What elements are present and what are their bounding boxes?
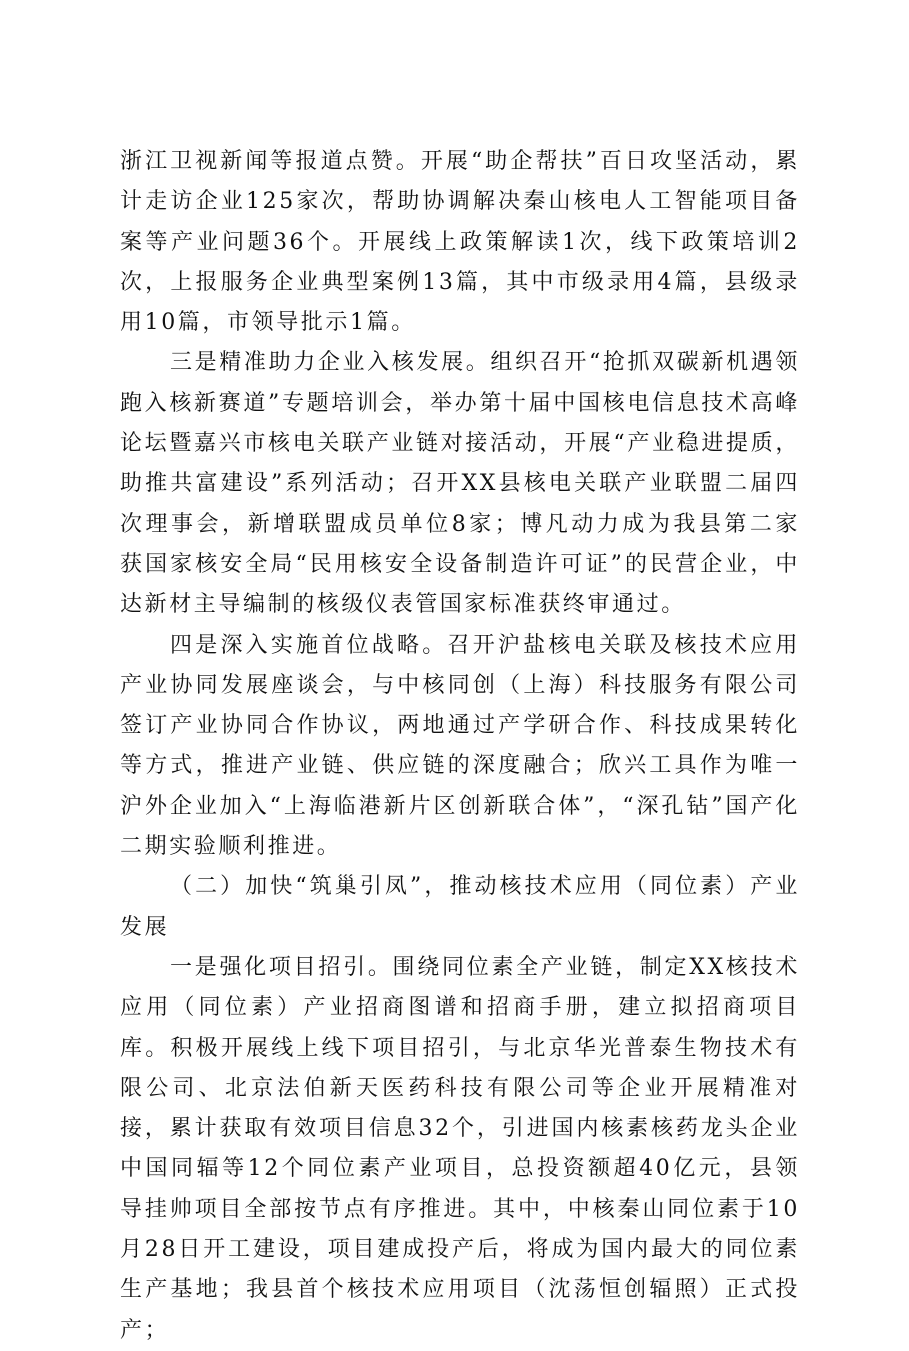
section-heading-isotope-industry: （二）加快“筑巢引凤”，推动核技术应用（同位素）产业发展 [120,874,800,940]
document-body [120,142,800,1351]
paragraph-continuation: 浙江卫视新闻等报道点赞。开展“助企帮扶”百日攻坚活动，累计走访企业125家次，帮助协调解决秦山核电人工智能项目备案等产业问题36个。开展线上政策解读1次，线下政策培训2次，上报服务企业典型案例13篇，其中市级录用4篇，县级录用10篇，市领导批示1篇。 [120,149,800,336]
paragraph-primary-strategy: 四是深入实施首位战略。召开沪盐核电关联及核技术应用产业协同发展座谈会，与中核同创（上海）科技服务有限公司签订产业协同合作协议，两地通过产学研合作、科技成果转化等方式，推进产业链、供应链的深度融合；欣兴工具作为唯一沪外企业加入“上海临港新片区创新联合体”，“深孔钻”国产化二期实验顺利推进。 [120,632,800,860]
paragraph-enterprise-nuclear-development: 三是精准助力企业入核发展。组织召开“抢抓双碳新机遇领跑入核新赛道”专题培训会，举办第十届中国核电信息技术高峰论坛暨嘉兴市核电关联产业链对接活动，开展“产业稳进提质，助推共富建设”系列活动；召开XX县核电关联产业联盟二届四次理事会，新增联盟成员单位8家；博凡动力成为我县第二家获国家核安全局“民用核安全设备制造许可证”的民营企业，中达新材主导编制的核级仪表管国家标准获终审通过。 [120,350,800,618]
paragraph-project-attraction: 一是强化项目招引。围绕同位素全产业链，制定XX核技术应用（同位素）产业招商图谱和招商手册，建立拟招商项目库。积极开展线上线下项目招引，与北京华光普泰生物技术有限公司、北京法伯新天医药科技有限公司等企业开展精准对接，累计获取有效项目信息32个，引进国内核素核药龙头企业中国同辐等12个同位素产业项目，总投资额超40亿元，县领导挂帅项目全部按节点有序推进。其中，中核秦山同位素于10月28日开工建设，项目建成投产后，将成为国内最大的同位素生产基地；我县首个核技术应用项目（沈荡恒创辐照）正式投产； [120,954,800,1343]
